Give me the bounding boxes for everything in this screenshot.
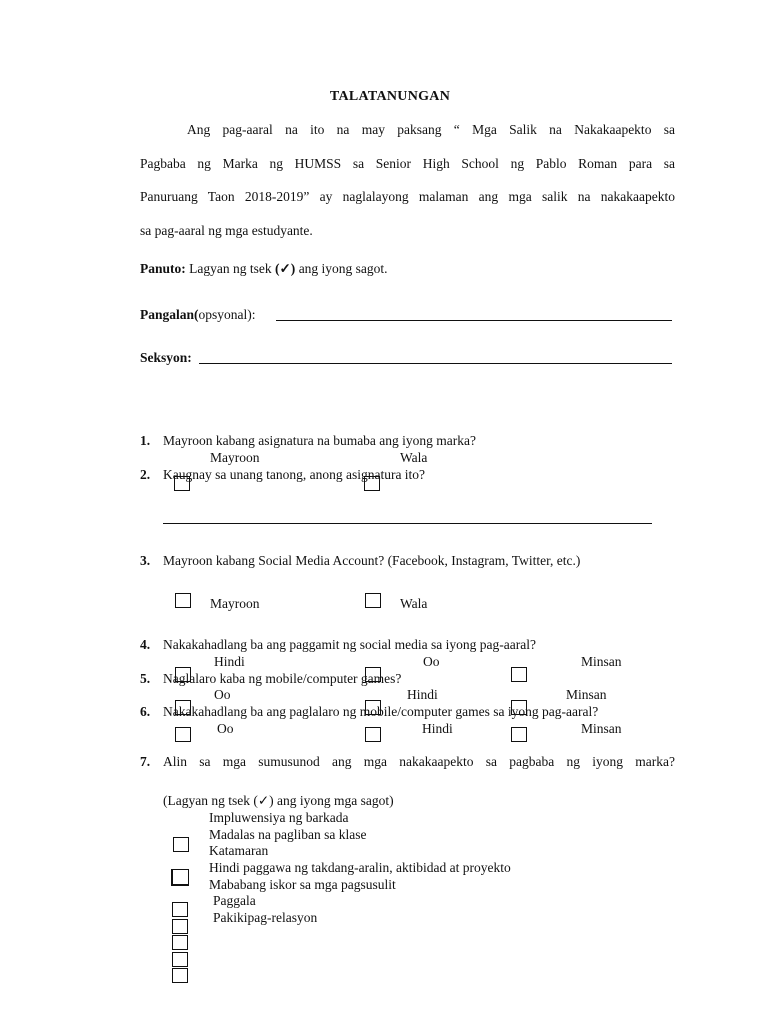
q4-checkbox-oo[interactable] bbox=[365, 667, 381, 682]
q7-option-label: Katamaran bbox=[209, 843, 269, 858]
q3-checkbox-mayroon[interactable] bbox=[175, 593, 191, 608]
q6-option-label: Hindi bbox=[422, 721, 453, 736]
question-3-text: Mayroon kabang Social Media Account? (Facebook, Instagram, Twitter, etc.) bbox=[163, 553, 581, 568]
question-number: 2. bbox=[140, 467, 151, 482]
q7-checkbox-takdang-aralin[interactable] bbox=[172, 919, 188, 934]
q6-checkbox-hindi[interactable] bbox=[365, 727, 381, 742]
q1-option-label: Wala bbox=[400, 450, 428, 465]
check-mark-icon: (✓) bbox=[275, 261, 296, 276]
q5-option-label: Hindi bbox=[407, 687, 438, 702]
q7-option-label: Paggala bbox=[213, 893, 256, 908]
question-4-text: Nakakahadlang ba ang paggamit ng social media sa iyong pag-aaral? bbox=[163, 637, 536, 652]
q7-checkbox-iskor[interactable] bbox=[172, 935, 188, 950]
q7-checkbox-katamaran[interactable] bbox=[172, 902, 188, 917]
instructions-label: Panuto: bbox=[140, 261, 186, 276]
q6-option-label: Minsan bbox=[581, 721, 622, 736]
q4-option-label: Hindi bbox=[214, 654, 245, 669]
intro-line-4: sa pag-aaral ng mga estudyante. bbox=[140, 223, 313, 238]
question-1-text: Mayroon kabang asignatura na bumaba ang iyong marka? bbox=[163, 433, 477, 448]
q3-option-label: Wala bbox=[400, 596, 428, 611]
question-number: 4. bbox=[140, 637, 151, 652]
document-title: TALATANUNGAN bbox=[329, 89, 451, 104]
section-field-label: Seksyon: bbox=[140, 350, 192, 365]
instructions-text-end: ang iyong sagot. bbox=[295, 261, 388, 276]
intro-line-3: Panuruang Taon 2018-2019” ay naglalayong malaman ang mga salik na nakakaapekto bbox=[140, 189, 675, 204]
question-number: 6. bbox=[140, 704, 151, 719]
q5-option-label: Minsan bbox=[566, 687, 607, 702]
q7-checkbox-barkada[interactable] bbox=[173, 837, 189, 852]
intro-line-2: Pagbaba ng Marka ng HUMSS sa Senior High School ng Pablo Roman para sa bbox=[140, 156, 675, 171]
name-field[interactable] bbox=[276, 320, 672, 321]
question-7-text: Alin sa mga sumusunod ang mga nakakaapekto sa pagbaba ng iyong marka? bbox=[163, 754, 675, 769]
intro-line-1: Ang pag-aaral na ito na may paksang “ Mga Salik na Nakakaapekto sa bbox=[187, 122, 675, 137]
q5-option-label: Oo bbox=[214, 687, 231, 702]
question-2-text: Kaugnay sa unang tanong, anong asignatura ito? bbox=[163, 467, 426, 482]
question-5-text: Naglalaro kaba ng mobile/computer games? bbox=[163, 671, 402, 686]
q1-option-label: Mayroon bbox=[210, 450, 260, 465]
q7-subtext: (Lagyan ng tsek (✓) ang iyong mga sagot) bbox=[163, 793, 394, 808]
q7-checkbox-relasyon[interactable] bbox=[172, 968, 188, 983]
q4-checkbox-minsan[interactable] bbox=[511, 667, 527, 682]
question-6-text: Nakakahadlang ba ang paglalaro ng mobile/computer games sa iyong pag-aaral? bbox=[163, 704, 599, 719]
q1-checkbox-mayroon[interactable] bbox=[174, 476, 190, 491]
question-number: 5. bbox=[140, 671, 151, 686]
q4-option-label: Oo bbox=[423, 654, 440, 669]
q4-checkbox-hindi[interactable] bbox=[175, 667, 191, 682]
q2-answer-field[interactable] bbox=[163, 523, 652, 524]
q7-option-label: Hindi paggawa ng takdang-aralin, aktibidad at proyekto bbox=[209, 860, 511, 875]
name-field-label bbox=[140, 307, 256, 323]
q7-checkbox-pagliban[interactable] bbox=[171, 869, 189, 886]
q1-checkbox-wala[interactable] bbox=[364, 476, 380, 491]
question-number: 3. bbox=[140, 553, 151, 568]
q6-checkbox-oo[interactable] bbox=[175, 727, 191, 742]
q5-checkbox-minsan[interactable] bbox=[511, 700, 527, 715]
q7-checkbox-paggala[interactable] bbox=[172, 952, 188, 967]
question-number: 7. bbox=[140, 754, 151, 769]
section-field[interactable] bbox=[199, 363, 672, 364]
q3-checkbox-wala[interactable] bbox=[365, 593, 381, 608]
q7-option-label: Impluwensiya ng barkada bbox=[209, 810, 349, 825]
instructions bbox=[140, 261, 388, 277]
q6-option-label: Oo bbox=[217, 721, 234, 736]
q7-option-label: Madalas na pagliban sa klase bbox=[209, 827, 367, 842]
q5-checkbox-hindi[interactable] bbox=[365, 700, 381, 715]
q5-checkbox-oo[interactable] bbox=[175, 700, 191, 715]
q6-checkbox-minsan[interactable] bbox=[511, 727, 527, 742]
q3-option-label: Mayroon bbox=[210, 596, 260, 611]
q4-option-label: Minsan bbox=[581, 654, 622, 669]
name-label: Pangalan( bbox=[140, 307, 199, 322]
name-label-optional: opsyonal): bbox=[198, 307, 256, 322]
q7-option-label: Mababang iskor sa mga pagsusulit bbox=[209, 877, 396, 892]
q7-option-label: Pakikipag-relasyon bbox=[213, 910, 318, 925]
question-number: 1. bbox=[140, 433, 151, 448]
instructions-text: Lagyan ng tsek bbox=[185, 261, 275, 276]
